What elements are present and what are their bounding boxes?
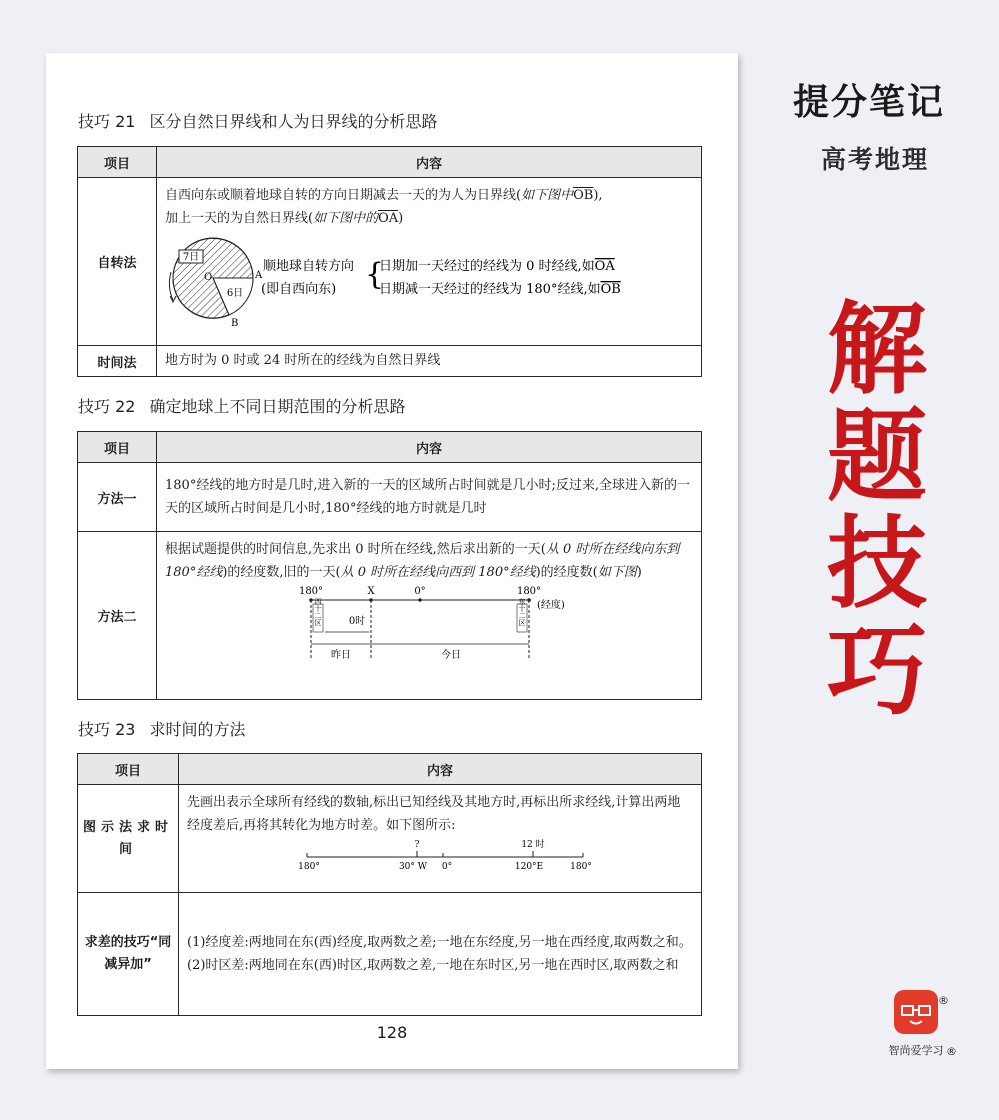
row-key-method-1: 方法一 [78,463,157,532]
label-O: O [204,272,213,283]
table-tip-23 [77,753,702,1016]
row-key-diagram-method: 图示法求时间 [78,785,179,893]
section-title-23: 技巧 23 求时间的方法 [78,720,246,739]
reg-mark-logo: ® [938,994,949,1007]
svg-text:12 时: 12 时 [521,840,545,850]
svg-text:120°E: 120°E [514,862,544,872]
brand-logo-icon [894,990,938,1034]
method-2-text: 根据试题提供的时间信息,先求出 0 时所在经线,然后求出新的一天(从 0 时所在经线向东到 180°经线)的经度数,旧的一天(从 0 时所在经线向西到 180°经线)的经度数(如下图) [165,542,680,580]
table-tip-21 [77,146,702,377]
rotation-diagram [165,232,665,332]
direction-1: 顺地球自转方向 [263,259,355,274]
sidebar-title: 提分笔记 [792,82,945,123]
svg-text:(经度): (经度) [537,600,565,611]
row-key-difference: 求差的技巧“同减异加” [78,893,179,1016]
header-item: 项目 [78,147,157,178]
rule-2: 日期减一天经过的经线为 180°经线,如OB [379,282,621,297]
svg-text:180°: 180° [570,862,592,872]
row-content-method-1: 180°经线的地方时是几时,进入新的一天的区域所占时间就是几小时;反过来,全球进入新的一天的区域所占时间是几小时,180°经线的地方时就是几时 [157,463,702,532]
svg-text:180°: 180° [298,586,324,597]
label-B: B [231,318,239,329]
section-title-22: 技巧 22 确定地球上不同日期范围的分析思路 [78,397,406,416]
svg-text:?: ? [414,840,420,850]
book-page [46,53,738,1069]
reg-mark-name: ® [946,1045,957,1058]
row-key-time: 时间法 [78,346,157,377]
diagram-method-text: 先画出表示全球所有经线的数轴,标出已知经线及其地方时,再标出所求经线,计算出两地经度差后,再将其转化为地方时差。如下图所示: [187,795,681,833]
page-number: 128 [376,1023,408,1042]
difference-item-2: (2)时区差:两地同在东(西)时区,取两数之差,一地在东时区,另一地在西时区,取两数之和 [187,958,679,973]
label-6: 6日 [226,288,244,299]
svg-text:今日: 今日 [441,650,461,661]
row-content-rotation [157,178,702,346]
svg-text:0°: 0° [414,586,426,597]
svg-text:X: X [367,586,375,597]
header-content: 内容 [157,432,702,463]
rotation-text-line1: 自西向东或顺着地球自转的方向日期减去一天的为人为日界线(如下图中$\overline{OB}$), [165,188,603,203]
svg-text:{: { [365,257,385,292]
svg-text:0°: 0° [441,862,453,872]
label-7: 7日 [182,252,200,263]
svg-text:0时: 0时 [348,616,366,627]
svg-text:180°: 180° [516,586,542,597]
table-tip-22 [77,431,702,700]
row-content-difference [179,893,702,1016]
rule-1: 日期加一天经过的经线为 0 时经线,如OA [379,259,615,274]
row-content-time: 地方时为 0 时或 24 时所在的经线为自然日界线 [157,346,702,377]
vertical-heading: 解 题 技 巧 [827,291,927,729]
svg-text:东十二区: 东十二区 [518,598,526,626]
row-content-diagram-method [179,785,702,893]
svg-text:西十二区: 西十二区 [314,598,322,626]
rotation-text-line2: 加上一天的为自然日界线(如下图中的$\overline{OA}$) [165,211,404,226]
header-content: 内容 [179,754,702,785]
svg-text:昨日: 昨日 [331,650,351,661]
row-key-rotation: 自转法 [78,178,157,346]
section-title-21: 技巧 21 区分自然日界线和人为日界线的分析思路 [78,112,438,131]
svg-text:30° W: 30° W [398,862,428,872]
direction-2: (即自西向东) [261,282,337,297]
row-key-method-2: 方法二 [78,532,157,700]
difference-item-1: (1)经度差:两地同在东(西)经度,取两数之差;一地在东经度,另一地在西经度,取两数之和。 [187,935,692,950]
label-A: A [255,270,263,281]
header-content: 内容 [157,147,702,178]
header-item: 项目 [78,432,157,463]
sidebar-subtitle: 高考地理 [820,145,929,174]
svg-text:180°: 180° [298,862,320,872]
brand-name: 智尚爱学习 [888,1044,944,1057]
row-content-method-2 [157,532,702,700]
longitude-axis [187,837,687,873]
header-item: 项目 [78,754,179,785]
date-range-diagram [165,584,685,664]
